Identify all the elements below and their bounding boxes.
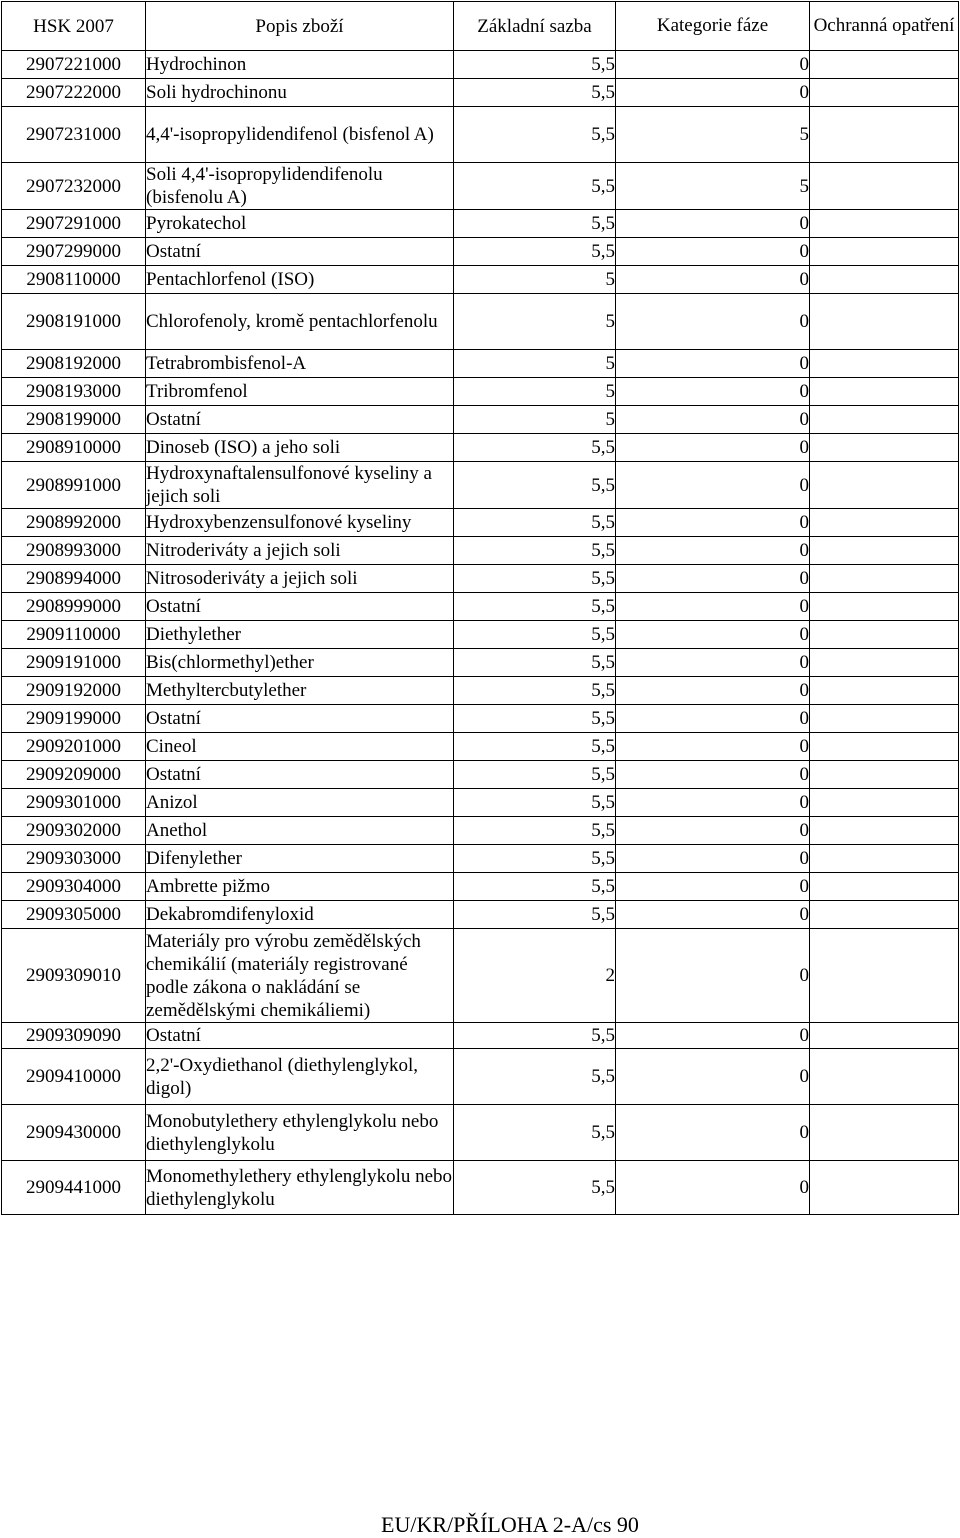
row-base-rate: 5: [454, 294, 616, 350]
row-measure: [810, 705, 959, 733]
table-row: [2, 1049, 959, 1105]
row-code: 2907222000: [2, 79, 146, 107]
row-measure: [810, 51, 959, 79]
row-category: 5: [616, 163, 810, 210]
row-base-rate: 5,5: [454, 163, 616, 210]
row-base-rate: 5,5: [454, 845, 616, 873]
row-description: Hydroxynaftalensulfonové kyseliny a jejich soli: [146, 462, 454, 509]
table-row: [2, 462, 959, 509]
header-category: Kategorie fáze: [616, 2, 810, 51]
row-category: 0: [616, 733, 810, 761]
row-base-rate: 5,5: [454, 565, 616, 593]
table-row: [2, 79, 959, 107]
table-row: [2, 210, 959, 238]
row-measure: [810, 1161, 959, 1215]
table-row: [2, 350, 959, 378]
row-category: 0: [616, 238, 810, 266]
row-base-rate: 5,5: [454, 1049, 616, 1105]
row-base-rate: 5,5: [454, 677, 616, 705]
table-row: [2, 817, 959, 845]
row-measure: [810, 1049, 959, 1105]
table-row: [2, 238, 959, 266]
table-row: [2, 929, 959, 1023]
row-base-rate: 5,5: [454, 434, 616, 462]
row-code: 2909301000: [2, 789, 146, 817]
row-description: Monobutylethery ethylenglykolu nebo diethylenglykolu: [146, 1105, 454, 1161]
row-base-rate: 5,5: [454, 733, 616, 761]
row-category: 0: [616, 649, 810, 677]
row-code: 2909410000: [2, 1049, 146, 1105]
row-description: 2,2'-Oxydiethanol (diethylenglykol, digol): [146, 1049, 454, 1105]
row-category: 0: [616, 509, 810, 537]
row-description: Ostatní: [146, 238, 454, 266]
row-description: Bis(chlormethyl)ether: [146, 649, 454, 677]
header-code: HSK 2007: [2, 2, 146, 51]
row-base-rate: 5,5: [454, 51, 616, 79]
row-code: 2908110000: [2, 266, 146, 294]
row-code: 2909199000: [2, 705, 146, 733]
table-row: [2, 593, 959, 621]
row-description: Pentachlorfenol (ISO): [146, 266, 454, 294]
row-code: 2908992000: [2, 509, 146, 537]
row-measure: [810, 873, 959, 901]
row-base-rate: 5,5: [454, 761, 616, 789]
row-measure: [810, 350, 959, 378]
row-category: 0: [616, 565, 810, 593]
row-category: 0: [616, 817, 810, 845]
row-measure: [810, 733, 959, 761]
row-measure: [810, 761, 959, 789]
table-row: [2, 266, 959, 294]
row-code: 2907299000: [2, 238, 146, 266]
row-code: 2908193000: [2, 378, 146, 406]
row-measure: [810, 649, 959, 677]
table-row: [2, 677, 959, 705]
row-code: 2909309090: [2, 1023, 146, 1049]
row-description: Nitrosoderiváty a jejich soli: [146, 565, 454, 593]
table-row: [2, 378, 959, 406]
row-category: 0: [616, 294, 810, 350]
row-description: Tetrabrombisfenol-A: [146, 350, 454, 378]
row-description: Materiály pro výrobu zemědělských chemikálií (materiály registrované podle zákona o nakládání se zemědělskými chemikáliemi): [146, 929, 454, 1023]
row-measure: [810, 378, 959, 406]
row-category: 0: [616, 845, 810, 873]
row-code: 2908994000: [2, 565, 146, 593]
table-row: [2, 845, 959, 873]
row-category: 0: [616, 350, 810, 378]
row-measure: [810, 845, 959, 873]
row-category: 0: [616, 210, 810, 238]
row-code: 2909430000: [2, 1105, 146, 1161]
row-category: 0: [616, 901, 810, 929]
row-description: Chlorofenoly, kromě pentachlorfenolu: [146, 294, 454, 350]
header-base-rate: Základní sazba: [454, 2, 616, 51]
row-code: 2907232000: [2, 163, 146, 210]
table-row: [2, 509, 959, 537]
row-description: Soli 4,4'-isopropylidendifenolu (bisfenolu A): [146, 163, 454, 210]
row-measure: [810, 238, 959, 266]
row-measure: [810, 537, 959, 565]
table-row: [2, 434, 959, 462]
row-base-rate: 5,5: [454, 210, 616, 238]
table-row: [2, 789, 959, 817]
row-description: Ostatní: [146, 406, 454, 434]
row-measure: [810, 509, 959, 537]
row-category: 0: [616, 873, 810, 901]
row-description: Hydrochinon: [146, 51, 454, 79]
row-measure: [810, 1105, 959, 1161]
row-code: 2907221000: [2, 51, 146, 79]
row-measure: [810, 789, 959, 817]
row-category: 0: [616, 705, 810, 733]
row-code: 2907291000: [2, 210, 146, 238]
row-code: 2909304000: [2, 873, 146, 901]
row-category: 0: [616, 1105, 810, 1161]
table-row: [2, 873, 959, 901]
row-measure: [810, 1023, 959, 1049]
row-measure: [810, 462, 959, 509]
row-description: Ostatní: [146, 761, 454, 789]
row-base-rate: 5,5: [454, 789, 616, 817]
row-description: Soli hydrochinonu: [146, 79, 454, 107]
footer-text: EU/KR/PŘÍLOHA 2-A/cs 90: [381, 1512, 639, 1537]
row-category: 0: [616, 929, 810, 1023]
row-base-rate: 5: [454, 266, 616, 294]
row-measure: [810, 163, 959, 210]
row-category: 0: [616, 789, 810, 817]
row-category: 0: [616, 378, 810, 406]
row-description: Cineol: [146, 733, 454, 761]
row-measure: [810, 621, 959, 649]
row-category: 0: [616, 677, 810, 705]
row-code: 2909302000: [2, 817, 146, 845]
table-row: [2, 107, 959, 163]
row-code: 2908910000: [2, 434, 146, 462]
header-measure: Ochranná opatření: [810, 2, 959, 51]
row-code: 2909110000: [2, 621, 146, 649]
row-base-rate: 5,5: [454, 1105, 616, 1161]
table-row: [2, 901, 959, 929]
row-base-rate: 5: [454, 406, 616, 434]
row-measure: [810, 901, 959, 929]
row-measure: [810, 79, 959, 107]
row-code: 2908199000: [2, 406, 146, 434]
row-description: Tribromfenol: [146, 378, 454, 406]
row-category: 0: [616, 1049, 810, 1105]
row-description: 4,4'-isopropylidendifenol (bisfenol A): [146, 107, 454, 163]
row-measure: [810, 107, 959, 163]
row-code: 2909191000: [2, 649, 146, 677]
row-description: Diethylether: [146, 621, 454, 649]
row-description: Ostatní: [146, 593, 454, 621]
row-base-rate: 5,5: [454, 901, 616, 929]
row-code: 2908991000: [2, 462, 146, 509]
row-code: 2909305000: [2, 901, 146, 929]
row-measure: [810, 210, 959, 238]
row-code: 2909309010: [2, 929, 146, 1023]
table-row: [2, 1105, 959, 1161]
row-measure: [810, 565, 959, 593]
row-measure: [810, 266, 959, 294]
table-row: [2, 51, 959, 79]
row-category: 0: [616, 51, 810, 79]
row-category: 0: [616, 1161, 810, 1215]
row-category: 0: [616, 537, 810, 565]
row-base-rate: 5,5: [454, 509, 616, 537]
row-description: Difenylether: [146, 845, 454, 873]
row-category: 0: [616, 621, 810, 649]
table-row: [2, 565, 959, 593]
row-category: 5: [616, 107, 810, 163]
tariff-table: [1, 1, 959, 1215]
row-code: 2909192000: [2, 677, 146, 705]
row-code: 2909209000: [2, 761, 146, 789]
row-base-rate: 2: [454, 929, 616, 1023]
row-code: 2909201000: [2, 733, 146, 761]
table-row: [2, 294, 959, 350]
row-base-rate: 5,5: [454, 79, 616, 107]
row-description: Dekabromdifenyloxid: [146, 901, 454, 929]
table-row: [2, 1023, 959, 1049]
row-description: Ostatní: [146, 705, 454, 733]
row-measure: [810, 817, 959, 845]
header-description: Popis zboží: [146, 2, 454, 51]
row-description: Anizol: [146, 789, 454, 817]
row-description: Anethol: [146, 817, 454, 845]
row-base-rate: 5,5: [454, 537, 616, 565]
table-row: [2, 1161, 959, 1215]
row-measure: [810, 593, 959, 621]
row-description: Hydroxybenzensulfonové kyseliny: [146, 509, 454, 537]
row-base-rate: 5,5: [454, 873, 616, 901]
row-code: 2907231000: [2, 107, 146, 163]
row-code: 2909441000: [2, 1161, 146, 1215]
row-code: 2909303000: [2, 845, 146, 873]
row-category: 0: [616, 462, 810, 509]
row-category: 0: [616, 406, 810, 434]
row-description: Dinoseb (ISO) a jeho soli: [146, 434, 454, 462]
table-row: [2, 705, 959, 733]
row-base-rate: 5,5: [454, 1023, 616, 1049]
table-row: [2, 733, 959, 761]
row-description: Nitroderiváty a jejich soli: [146, 537, 454, 565]
row-base-rate: 5,5: [454, 649, 616, 677]
row-description: Methyltercbutylether: [146, 677, 454, 705]
row-base-rate: 5,5: [454, 107, 616, 163]
row-measure: [810, 294, 959, 350]
table-row: [2, 761, 959, 789]
row-description: Pyrokatechol: [146, 210, 454, 238]
table-row: [2, 537, 959, 565]
row-base-rate: 5: [454, 378, 616, 406]
row-description: Ostatní: [146, 1023, 454, 1049]
table-row: [2, 406, 959, 434]
row-base-rate: 5,5: [454, 593, 616, 621]
row-base-rate: 5: [454, 350, 616, 378]
table-body: [2, 51, 959, 1215]
row-code: 2908191000: [2, 294, 146, 350]
row-description: Ambrette pižmo: [146, 873, 454, 901]
table-header-row: [2, 2, 959, 51]
page-footer: [0, 1512, 960, 1538]
row-base-rate: 5,5: [454, 238, 616, 266]
row-category: 0: [616, 434, 810, 462]
row-measure: [810, 406, 959, 434]
row-measure: [810, 929, 959, 1023]
row-category: 0: [616, 761, 810, 789]
row-description: Monomethylethery ethylenglykolu nebo diethylenglykolu: [146, 1161, 454, 1215]
row-category: 0: [616, 79, 810, 107]
row-code: 2908192000: [2, 350, 146, 378]
table-row: [2, 621, 959, 649]
row-code: 2908993000: [2, 537, 146, 565]
row-base-rate: 5,5: [454, 1161, 616, 1215]
row-base-rate: 5,5: [454, 621, 616, 649]
row-base-rate: 5,5: [454, 705, 616, 733]
table-row: [2, 649, 959, 677]
row-category: 0: [616, 266, 810, 294]
row-category: 0: [616, 1023, 810, 1049]
row-measure: [810, 677, 959, 705]
table-row: [2, 163, 959, 210]
row-base-rate: 5,5: [454, 817, 616, 845]
row-code: 2908999000: [2, 593, 146, 621]
row-category: 0: [616, 593, 810, 621]
row-base-rate: 5,5: [454, 462, 616, 509]
row-measure: [810, 434, 959, 462]
